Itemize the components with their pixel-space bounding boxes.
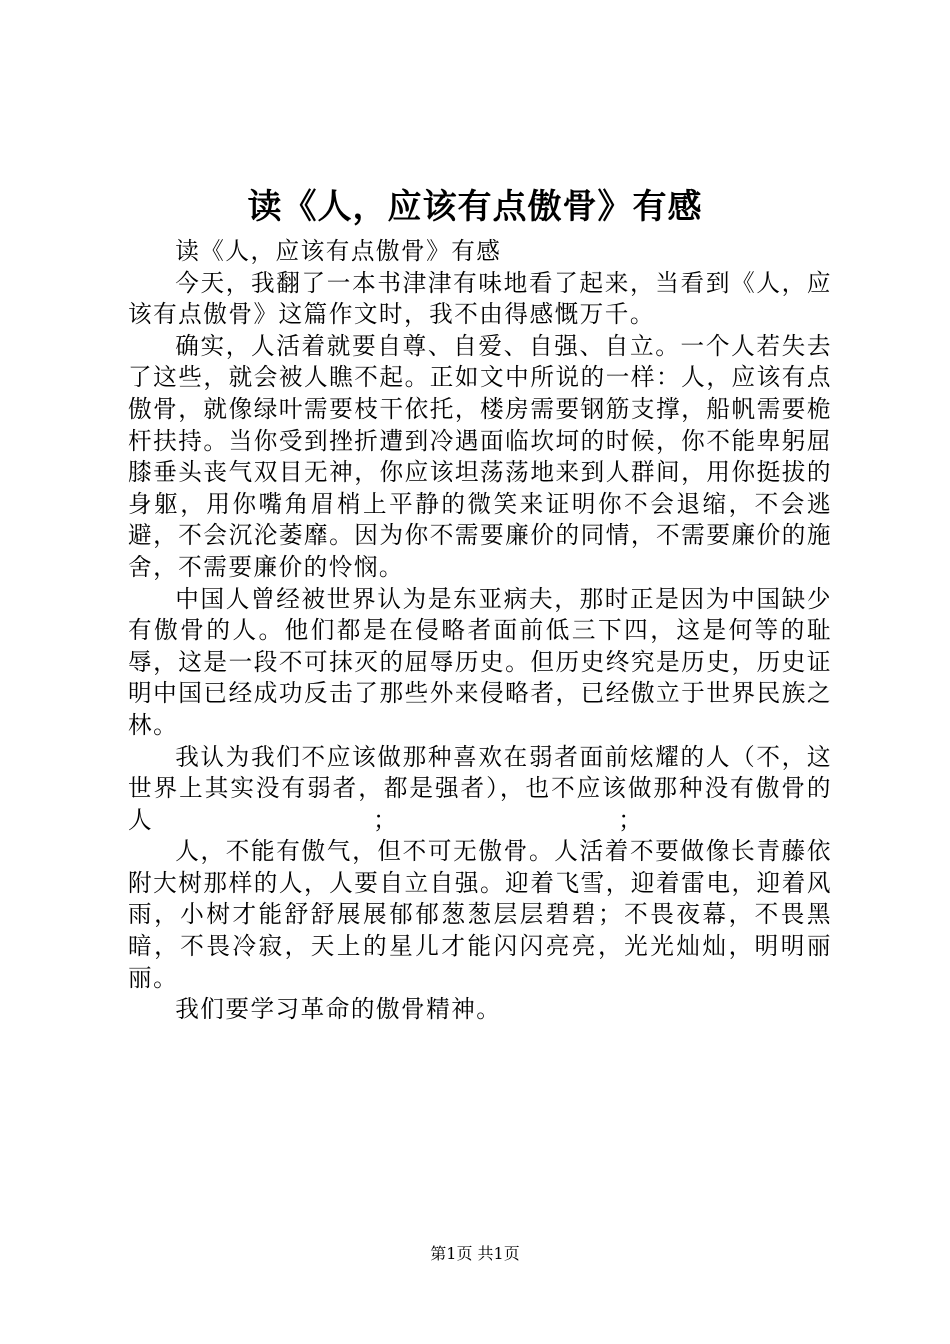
separator-2: ；	[618, 805, 644, 834]
paragraph-4-text: 我认为我们不应该做那种喜欢在弱者面前炫耀的人（不，这世界上其实没有弱者，都是强者），也不应该做那种没有傲骨的人	[128, 742, 832, 834]
paragraph-2: 确实，人活着就要自尊、自爱、自强、自立。一个人若失去了这些，就会被人瞧不起。正如文中所说的一样：人，应该有点傲骨，就像绿叶需要枝干依托，楼房需要钢筋支撑，船帆需要桅杆扶持。当你受到挫折遭到冷遇面临坎坷的时候，你不能卑躬屈膝垂头丧气双目无神，你应该坦荡荡地来到人群间，用你挺拔的身躯，用你嘴角眉梢上平静的微笑来证明你不会退缩，不会逃避，不会沉沦萎靡。因为你不需要廉价的同情，不需要廉价的施舍，不需要廉价的怜悯。	[128, 331, 832, 581]
page-footer: 第1页 共1页	[430, 1244, 520, 1263]
page-title: 读《人，应该有点傲骨》有感	[247, 187, 703, 227]
paragraph-5: 人，不能有傲气，但不可无傲骨。人活着不要做像长青藤依附大树那样的人，人要自立自强。迎着飞雪，迎着雷电，迎着风雨，小树才能舒舒展展郁郁葱葱层层碧碧；不畏夜幕，不畏黑暗，不畏冷寂，天上的星儿才能闪闪亮亮，光光灿灿，明明丽丽。	[128, 837, 832, 992]
paragraph-3: 中国人曾经被世界认为是东亚病夫，那时正是因为中国缺少有傲骨的人。他们都是在侵略者面前低三下四，这是何等的耻辱，这是一段不可抹灭的屈辱历史。但历史终究是历史，历史证明中国已经成功反击了那些外来侵略者，已经傲立于世界民族之林。	[128, 584, 832, 739]
paragraph-1: 今天，我翻了一本书津津有味地看了起来，当看到《人，应该有点傲骨》这篇作文时，我不由得感慨万千。	[128, 268, 832, 329]
document-body	[128, 236, 832, 1026]
paragraph-6: 我们要学习革命的傲骨精神。	[175, 995, 502, 1024]
separator-1: ；	[373, 805, 399, 834]
paragraph-4	[128, 742, 832, 837]
paragraph-subtitle: 读《人，应该有点傲骨》有感	[175, 237, 502, 265]
